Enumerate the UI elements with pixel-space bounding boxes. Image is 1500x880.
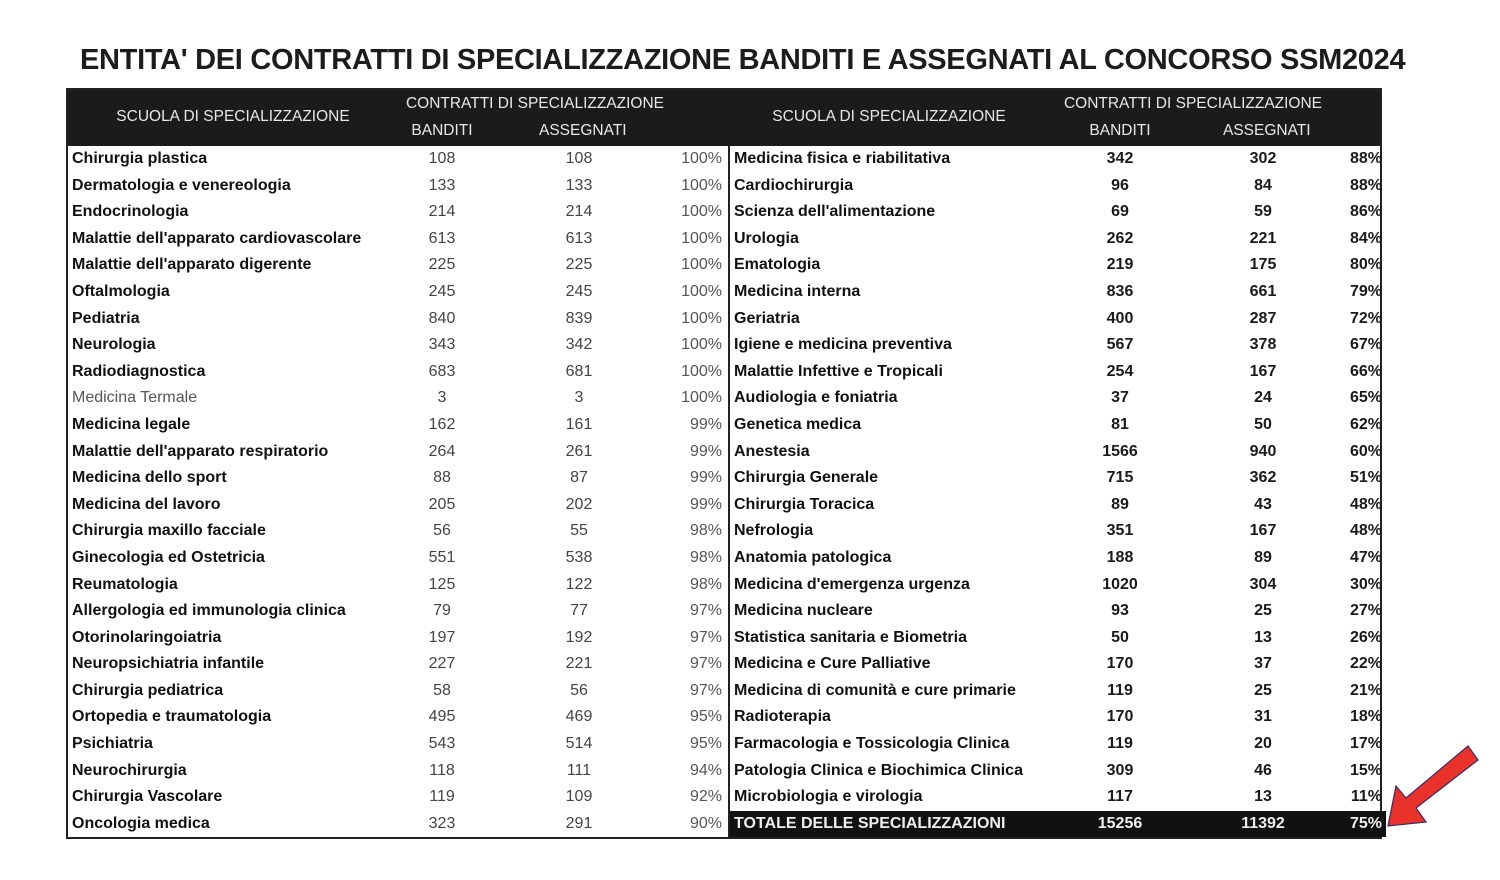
banditi-value: 613 xyxy=(428,229,456,247)
percentage-value: 88% xyxy=(1349,176,1382,194)
assegnati-value: 133 xyxy=(565,176,593,194)
banditi-value: 1566 xyxy=(1102,442,1138,460)
assegnati-value: 20 xyxy=(1254,735,1272,753)
banditi-value: 836 xyxy=(1106,282,1134,300)
assegnati-value: 50 xyxy=(1254,415,1272,433)
banditi-value: 715 xyxy=(1106,469,1134,487)
school-name: Anatomia patologica xyxy=(734,548,892,566)
banditi-value: 1020 xyxy=(1102,575,1138,593)
percentage-value: 60% xyxy=(1349,442,1382,460)
assegnati-value: 378 xyxy=(1249,336,1277,354)
percentage-value: 84% xyxy=(1349,229,1382,247)
assegnati-value: 84 xyxy=(1254,176,1272,194)
banditi-value: 125 xyxy=(428,575,456,593)
table-row xyxy=(730,678,1386,705)
left-column-group xyxy=(68,146,724,837)
banditi-value: 118 xyxy=(429,761,455,779)
banditi-value: 58 xyxy=(433,681,451,699)
arrow-shape xyxy=(1388,746,1478,826)
table-row xyxy=(730,598,1386,625)
assegnati-value: 302 xyxy=(1249,150,1277,167)
school-name: Neurologia xyxy=(72,336,156,354)
table-row xyxy=(730,199,1386,226)
school-name: Scienza dell'alimentazione xyxy=(734,203,936,221)
table-row xyxy=(68,678,724,705)
table-row xyxy=(730,625,1386,652)
school-name: Radiodiagnostica xyxy=(72,362,206,380)
assegnati-value: 291 xyxy=(565,814,593,832)
table-row xyxy=(68,704,724,731)
school-name: Allergologia ed immunologia clinica xyxy=(72,602,346,620)
assegnati-value: 59 xyxy=(1254,203,1272,221)
banditi-value: 3 xyxy=(437,389,447,407)
table-row xyxy=(68,412,724,439)
school-name: Genetica medica xyxy=(734,415,862,433)
school-name: Oncologia medica xyxy=(72,814,210,832)
assegnati-value: 192 xyxy=(565,628,593,646)
banditi-value: 543 xyxy=(428,735,456,753)
percentage-value: 97% xyxy=(689,628,722,646)
table-row xyxy=(730,731,1386,758)
banditi-value: 343 xyxy=(428,336,456,354)
school-name: Endocrinologia xyxy=(72,203,189,221)
table-row xyxy=(68,252,724,279)
percentage-value: 100% xyxy=(681,150,722,167)
table-row xyxy=(730,651,1386,678)
percentage-value: 100% xyxy=(681,229,722,247)
assegnati-value: 55 xyxy=(570,522,588,540)
assegnati-value: 661 xyxy=(1249,282,1277,300)
percentage-value: 99% xyxy=(689,442,722,460)
percentage-value: 47% xyxy=(1349,548,1382,566)
percentage-value: 99% xyxy=(689,495,722,513)
right-column-group xyxy=(728,146,1386,837)
assegnati-value: 111 xyxy=(566,761,592,779)
assegnati-value: 109 xyxy=(565,788,593,806)
percentage-value: 88% xyxy=(1349,150,1382,167)
assegnati-value: 3 xyxy=(574,389,584,407)
header-assegnati-left: ASSEGNATI xyxy=(539,122,627,139)
table-row xyxy=(68,439,724,466)
header-contracts-left: CONTRATTI DI SPECIALIZZAZIONE xyxy=(405,95,665,112)
table-row xyxy=(730,359,1386,386)
table-row xyxy=(730,758,1386,785)
assegnati-value: 202 xyxy=(565,495,593,513)
percentage-value: 97% xyxy=(689,602,722,620)
table-row xyxy=(68,492,724,519)
banditi-value: 225 xyxy=(428,256,456,274)
assegnati-value: 613 xyxy=(565,229,593,247)
assegnati-value: 514 xyxy=(565,735,593,753)
percentage-value: 51% xyxy=(1349,469,1382,487)
school-name: Oftalmologia xyxy=(72,282,170,300)
assegnati-value: 89 xyxy=(1254,548,1272,566)
school-name: Cardiochirurgia xyxy=(734,176,854,194)
header-contracts-right: CONTRATTI DI SPECIALIZZAZIONE xyxy=(1063,95,1323,112)
table-row xyxy=(730,439,1386,466)
banditi-value: 108 xyxy=(428,150,456,167)
banditi-value: 262 xyxy=(1106,229,1134,247)
percentage-value: 11% xyxy=(1350,788,1382,806)
assegnati-value: 469 xyxy=(565,708,593,726)
percentage-value: 97% xyxy=(689,681,722,699)
school-name: Statistica sanitaria e Biometria xyxy=(734,628,967,646)
banditi-value: 81 xyxy=(1111,415,1129,433)
banditi-value: 245 xyxy=(428,282,456,300)
banditi-value: 93 xyxy=(1111,602,1129,620)
table-row xyxy=(730,704,1386,731)
percentage-value: 100% xyxy=(681,256,722,274)
banditi-value: 214 xyxy=(428,203,456,221)
red-arrow-icon xyxy=(1386,744,1480,828)
assegnati-value: 681 xyxy=(565,362,593,380)
table-row xyxy=(730,385,1386,412)
table-row xyxy=(68,359,724,386)
assegnati-value: 214 xyxy=(565,203,593,221)
percentage-value: 65% xyxy=(1349,389,1382,407)
banditi-value: 323 xyxy=(428,814,456,832)
assegnati-value: 56 xyxy=(570,681,588,699)
banditi-value: 567 xyxy=(1106,336,1134,354)
assegnati-value: 225 xyxy=(565,256,593,274)
table-row xyxy=(730,306,1386,333)
table-row xyxy=(68,625,724,652)
assegnati-value: 221 xyxy=(1249,229,1277,247)
banditi-value: 342 xyxy=(1106,150,1134,167)
table-row xyxy=(68,332,724,359)
assegnati-value: 77 xyxy=(570,602,588,620)
percentage-value: 80% xyxy=(1349,256,1382,274)
school-name: Anestesia xyxy=(734,442,810,460)
school-name: Medicina di comunità e cure primarie xyxy=(734,681,1016,699)
school-name: Medicina fisica e riabilitativa xyxy=(734,150,951,167)
percentage-value: 30% xyxy=(1349,575,1382,593)
table-row xyxy=(68,811,724,838)
school-name: Urologia xyxy=(734,229,799,247)
percentage-value: 21% xyxy=(1349,681,1382,699)
percentage-value: 22% xyxy=(1349,655,1382,673)
assegnati-value: 87 xyxy=(570,469,588,487)
table-row xyxy=(730,412,1386,439)
percentage-value: 62% xyxy=(1349,415,1382,433)
banditi-value: 89 xyxy=(1111,495,1129,513)
percentage-value: 100% xyxy=(681,203,722,221)
table-row xyxy=(730,572,1386,599)
assegnati-value: 13 xyxy=(1254,628,1272,646)
banditi-value: 205 xyxy=(428,495,456,513)
school-name: Malattie Infettive e Tropicali xyxy=(734,362,943,380)
percentage-value: 99% xyxy=(689,469,722,487)
school-name: Chirurgia Toracica xyxy=(734,495,875,513)
assegnati-value: 108 xyxy=(565,150,593,167)
school-name: Reumatologia xyxy=(72,575,178,593)
table-row xyxy=(68,784,724,811)
table-row xyxy=(68,279,724,306)
banditi-value: 162 xyxy=(428,415,456,433)
school-name: Chirurgia Vascolare xyxy=(72,788,223,806)
table-row xyxy=(730,545,1386,572)
table-row xyxy=(730,279,1386,306)
school-name: Chirurgia plastica xyxy=(72,150,208,167)
assegnati-value: 43 xyxy=(1254,495,1272,513)
table-row xyxy=(68,572,724,599)
banditi-value: 50 xyxy=(1111,628,1129,646)
school-name: Pediatria xyxy=(72,309,140,327)
assegnati-value: 245 xyxy=(565,282,593,300)
banditi-value: 170 xyxy=(1106,655,1134,673)
school-name: Neuropsichiatria infantile xyxy=(72,655,265,673)
assegnati-value: 175 xyxy=(1249,256,1277,274)
assegnati-value: 167 xyxy=(1249,362,1277,380)
assegnati-value: 287 xyxy=(1249,309,1277,327)
percentage-value: 72% xyxy=(1349,309,1382,327)
school-name: Medicina Termale xyxy=(72,389,198,407)
percentage-value: 100% xyxy=(681,336,722,354)
banditi-value: 119 xyxy=(1107,681,1133,699)
assegnati-value: 31 xyxy=(1254,708,1272,726)
assegnati-value: 304 xyxy=(1249,575,1277,593)
banditi-value: 37 xyxy=(1111,389,1129,407)
table-row xyxy=(68,385,724,412)
percentage-value: 100% xyxy=(681,389,722,407)
percentage-value: 98% xyxy=(689,548,722,566)
banditi-value: 351 xyxy=(1106,522,1134,540)
percentage-value: 86% xyxy=(1349,203,1382,221)
banditi-value: 400 xyxy=(1106,309,1134,327)
assegnati-value: 940 xyxy=(1249,442,1277,460)
table-row xyxy=(68,199,724,226)
banditi-value: 227 xyxy=(428,655,456,673)
assegnati-value: 24 xyxy=(1254,389,1272,407)
school-name: Chirurgia pediatrica xyxy=(72,681,224,699)
percentage-value: 79% xyxy=(1349,282,1382,300)
percentage-value: 100% xyxy=(681,309,722,327)
table-row xyxy=(730,332,1386,359)
school-name: Patologia Clinica e Biochimica Clinica xyxy=(734,761,1023,779)
banditi-value: 96 xyxy=(1111,176,1129,194)
school-name: Igiene e medicina preventiva xyxy=(734,336,952,354)
school-name: Medicina interna xyxy=(734,282,861,300)
banditi-value: 254 xyxy=(1106,362,1134,380)
assegnati-value: 538 xyxy=(565,548,593,566)
banditi-value: 840 xyxy=(428,309,456,327)
table-row xyxy=(68,306,724,333)
header-assegnati-right: ASSEGNATI xyxy=(1223,122,1311,139)
percentage-value: 94% xyxy=(689,761,722,779)
assegnati-value: 13 xyxy=(1254,788,1272,806)
percentage-value: 90% xyxy=(689,814,722,832)
percentage-value: 26% xyxy=(1349,628,1382,646)
table-row xyxy=(68,173,724,200)
school-name: Ematologia xyxy=(734,256,821,274)
assegnati-value: 46 xyxy=(1254,761,1272,779)
banditi-value: 551 xyxy=(428,548,456,566)
specializations-table xyxy=(66,88,1382,839)
banditi-value: 117 xyxy=(1107,788,1133,806)
table-header xyxy=(68,90,1380,146)
school-name: Medicina d'emergenza urgenza xyxy=(734,575,970,593)
school-name: Malattie dell'apparato digerente xyxy=(72,256,312,274)
table-row xyxy=(68,545,724,572)
banditi-value: 79 xyxy=(433,602,451,620)
table-row xyxy=(730,146,1386,173)
assegnati-value: 37 xyxy=(1254,655,1272,673)
school-name: Medicina del lavoro xyxy=(72,495,221,513)
banditi-value: 683 xyxy=(428,362,456,380)
school-name: Medicina legale xyxy=(72,415,191,433)
percentage-value: 98% xyxy=(689,522,722,540)
table-row xyxy=(730,173,1386,200)
total-assegnati: 11392 xyxy=(1241,814,1285,832)
school-name: Malattie dell'apparato cardiovascolare xyxy=(72,229,362,247)
percentage-value: 100% xyxy=(681,282,722,300)
table-row xyxy=(68,731,724,758)
table-row xyxy=(68,758,724,785)
table-row xyxy=(730,252,1386,279)
school-name: Chirurgia maxillo facciale xyxy=(72,522,266,540)
school-name: Medicina nucleare xyxy=(734,602,873,620)
percentage-value: 17% xyxy=(1349,735,1382,753)
total-label: TOTALE DELLE SPECIALIZZAZIONI xyxy=(734,814,1006,832)
percentage-value: 98% xyxy=(689,575,722,593)
table-row xyxy=(730,226,1386,253)
total-percentage: 75% xyxy=(1349,814,1382,832)
banditi-value: 56 xyxy=(433,522,451,540)
school-name: Microbiologia e virologia xyxy=(734,788,923,806)
banditi-value: 309 xyxy=(1106,761,1134,779)
assegnati-value: 161 xyxy=(565,415,593,433)
banditi-value: 69 xyxy=(1111,203,1129,221)
banditi-value: 170 xyxy=(1106,708,1134,726)
percentage-value: 18% xyxy=(1349,708,1382,726)
table-row xyxy=(730,492,1386,519)
percentage-value: 97% xyxy=(689,655,722,673)
table-row xyxy=(730,518,1386,545)
banditi-value: 88 xyxy=(433,469,451,487)
school-name: Nefrologia xyxy=(734,522,814,540)
percentage-value: 92% xyxy=(689,788,722,806)
school-name: Ginecologia ed Ostetricia xyxy=(72,548,265,566)
banditi-value: 219 xyxy=(1106,256,1134,274)
school-name: Radioterapia xyxy=(734,708,831,726)
school-name: Medicina e Cure Palliative xyxy=(734,655,931,673)
banditi-value: 119 xyxy=(429,788,455,806)
table-row xyxy=(68,226,724,253)
percentage-value: 95% xyxy=(689,708,722,726)
percentage-value: 48% xyxy=(1349,522,1382,540)
header-school-left: SCUOLA DI SPECIALIZZAZIONE xyxy=(116,108,350,125)
school-name: Neurochirurgia xyxy=(72,761,187,779)
header-banditi-left: BANDITI xyxy=(411,122,473,139)
percentage-value: 100% xyxy=(681,176,722,194)
assegnati-value: 25 xyxy=(1254,602,1272,620)
banditi-value: 197 xyxy=(428,628,456,646)
table-row xyxy=(68,518,724,545)
page-title: ENTITA' DEI CONTRATTI DI SPECIALIZZAZIONE BANDITI E ASSEGNATI AL CONCORSO SSM2024 xyxy=(80,44,1406,76)
assegnati-value: 839 xyxy=(565,309,593,327)
assegnati-value: 221 xyxy=(565,655,593,673)
assegnati-value: 167 xyxy=(1249,522,1277,540)
school-name: Audiologia e foniatria xyxy=(734,389,898,407)
banditi-value: 188 xyxy=(1106,548,1134,566)
school-name: Chirurgia Generale xyxy=(734,469,879,487)
percentage-value: 66% xyxy=(1349,362,1382,380)
percentage-value: 99% xyxy=(689,415,722,433)
table-row xyxy=(68,651,724,678)
percentage-value: 95% xyxy=(689,735,722,753)
header-banditi-right: BANDITI xyxy=(1089,122,1151,139)
assegnati-value: 261 xyxy=(565,442,593,460)
school-name: Psichiatria xyxy=(72,735,153,753)
table-row xyxy=(68,146,724,173)
banditi-value: 495 xyxy=(428,708,456,726)
percentage-value: 100% xyxy=(681,362,722,380)
school-name: Malattie dell'apparato respiratorio xyxy=(72,442,329,460)
header-school-right: SCUOLA DI SPECIALIZZAZIONE xyxy=(772,108,1006,125)
table-row xyxy=(68,598,724,625)
total-row xyxy=(730,811,1386,838)
banditi-value: 119 xyxy=(1107,735,1133,753)
school-name: Dermatologia e venereologia xyxy=(72,176,291,194)
school-name: Geriatria xyxy=(734,309,800,327)
school-name: Ortopedia e traumatologia xyxy=(72,708,272,726)
school-name: Medicina dello sport xyxy=(72,469,227,487)
banditi-value: 133 xyxy=(428,176,456,194)
school-name: Farmacologia e Tossicologia Clinica xyxy=(734,735,1010,753)
percentage-value: 15% xyxy=(1349,761,1382,779)
assegnati-value: 25 xyxy=(1254,681,1272,699)
percentage-value: 67% xyxy=(1349,336,1382,354)
assegnati-value: 122 xyxy=(565,575,593,593)
total-banditi: 15256 xyxy=(1097,814,1143,832)
table-row xyxy=(730,465,1386,492)
assegnati-value: 342 xyxy=(565,336,593,354)
assegnati-value: 362 xyxy=(1249,469,1277,487)
table-row xyxy=(68,465,724,492)
banditi-value: 264 xyxy=(428,442,456,460)
table-row xyxy=(730,784,1386,811)
school-name: Otorinolaringoiatria xyxy=(72,628,222,646)
percentage-value: 27% xyxy=(1349,602,1382,620)
percentage-value: 48% xyxy=(1349,495,1382,513)
